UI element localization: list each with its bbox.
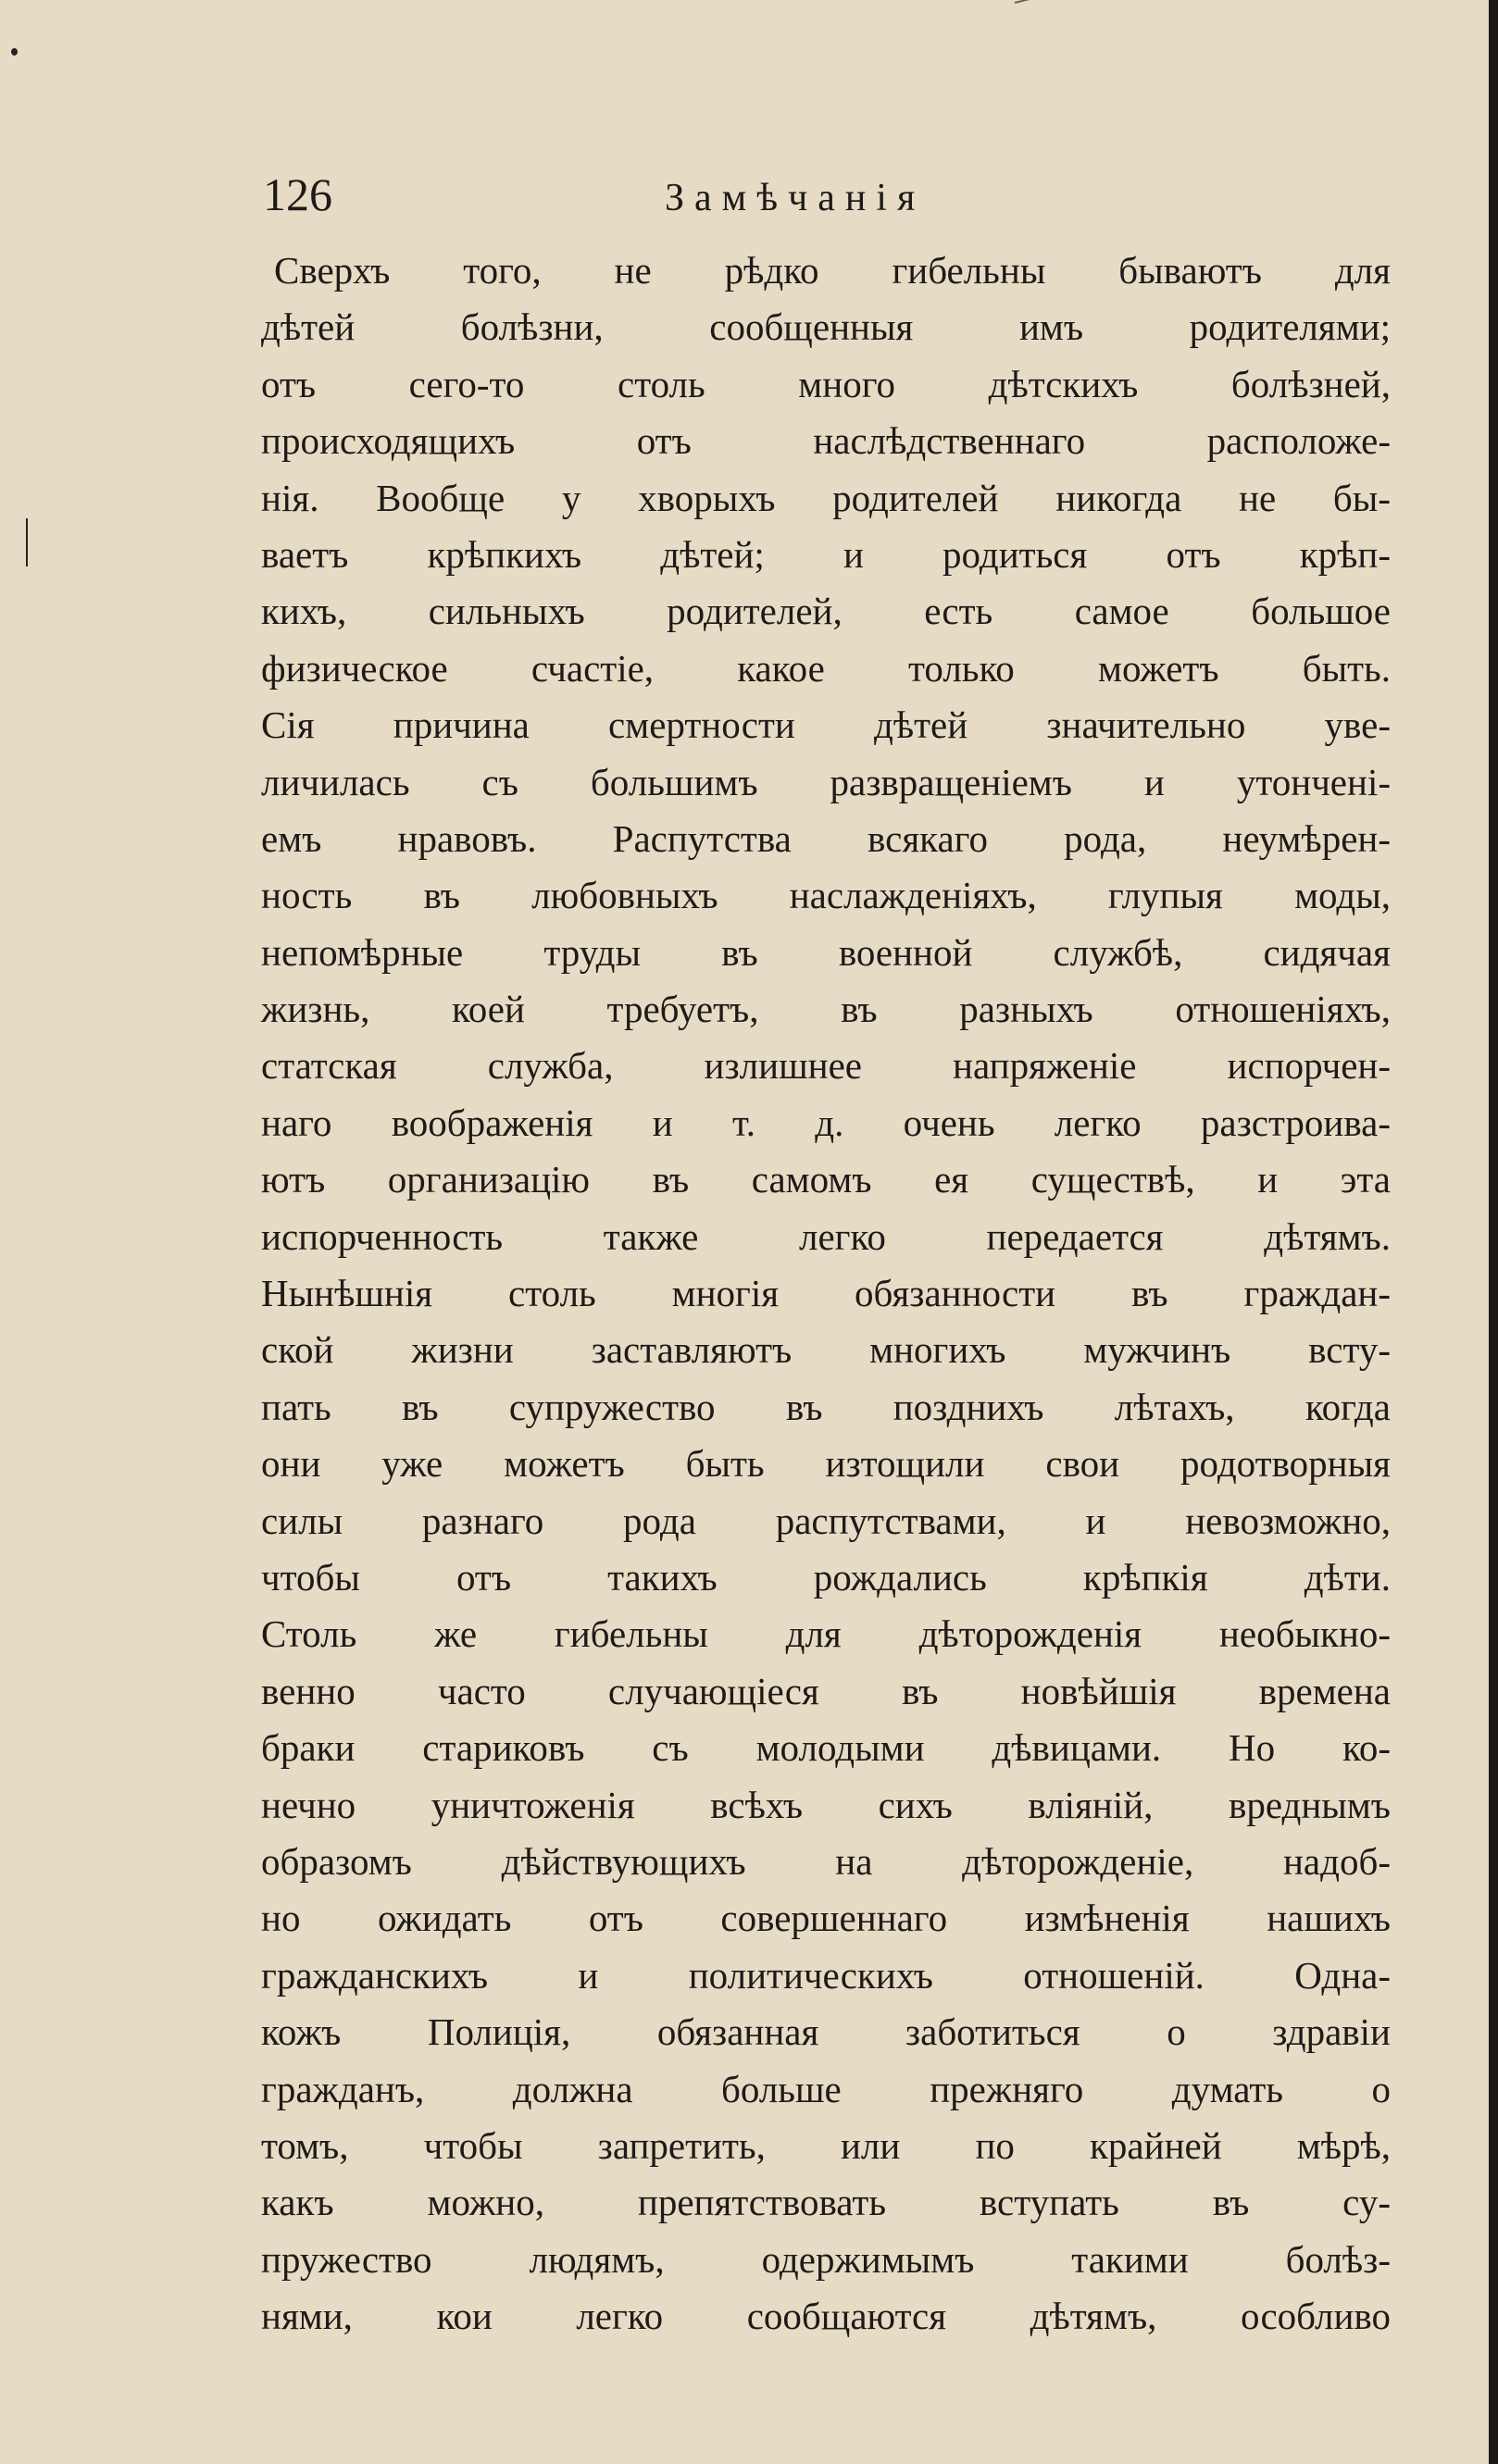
page-number: 126 [263, 168, 332, 220]
text-line: образомъ дѣйствующихъ на дѣторожденіе, надоб- [261, 1839, 1391, 1883]
text-line: нями, кои легко сообщаются дѣтямъ, особливо [261, 2295, 1391, 2338]
text-line: гражданскихъ и политическихъ отношеній. Одна- [261, 1953, 1391, 1997]
text-line: наго воображенія и т. д. очень легко разстроива- [261, 1101, 1391, 1144]
text-line: жизнь, коей требуетъ, въ разныхъ отношеніяхъ, [261, 988, 1391, 1031]
pencil-stroke [1015, 0, 1092, 4]
text-line: но ожидать отъ совершеннаго измѣненія нашихъ [261, 1897, 1391, 1940]
text-line: венно часто случающіеся въ новѣйшія времена [261, 1669, 1391, 1712]
text-line: личилась съ большимъ развращеніемъ и утонченi- [261, 760, 1391, 803]
text-line: томъ, чтобы запретить, или по крайней мѣрѣ, [261, 2123, 1391, 2167]
text-line: физическое счастіе, какое только можетъ быть. [261, 646, 1391, 690]
text-line: нія. Вообще у хворыхъ родителей никогда не бы- [261, 476, 1391, 519]
text-line: ской жизни заставляютъ многихъ мужчинъ всту- [261, 1328, 1391, 1372]
text-line: Столь же гибельны для дѣторожденія необыкно- [261, 1612, 1391, 1656]
running-head [263, 167, 1318, 222]
text-line: пать въ супружество въ позднихъ лѣтахъ, когда [261, 1385, 1391, 1428]
running-title: Замѣчанія [665, 177, 926, 219]
text-line: испорченность также легко передается дѣтямъ. [261, 1214, 1391, 1258]
text-line: кожъ Полиція, обязанная заботиться о здравіи [261, 2010, 1391, 2054]
text-line: пружество людямъ, одержимымъ такими болѣз- [261, 2237, 1391, 2281]
text-line: силы разнаго рода распутствами, и невозможно, [261, 1499, 1391, 1542]
text-line: статская служба, излишнее напряженіе испорчен- [261, 1044, 1391, 1088]
text-line: они уже можетъ быть изтощили свои родотворныя [261, 1442, 1391, 1486]
text-line: ютъ организацію въ самомъ ея существѣ, и эта [261, 1158, 1391, 1201]
margin-mark [26, 518, 28, 566]
text-line: чтобы отъ такихъ рождались крѣпкія дѣти. [261, 1555, 1391, 1599]
text-line: Сверхъ того, не рѣдко гибельны бываютъ для [274, 249, 1391, 292]
text-line: непомѣрные труды въ военной службѣ, сидячая [261, 930, 1391, 974]
text-line: ность въ любовныхъ наслажденіяхъ, глупыя моды, [261, 874, 1391, 917]
text-line: ваетъ крѣпкихъ дѣтей; и родиться отъ крѣп- [261, 532, 1391, 576]
text-line: дѣтей болѣзни, сообщенныя имъ родителями; [261, 305, 1391, 349]
text-line: гражданъ, должна больше прежняго думать о [261, 2067, 1391, 2110]
text-line: происходящихъ отъ наслѣдственнаго расположе- [261, 419, 1391, 463]
text-line: браки стариковъ съ молодыми дѣвицами. Но ко- [261, 1726, 1391, 1770]
text-line: Нынѣшнія столь многія обязанности въ граждан- [261, 1272, 1391, 1315]
scan-edge [1489, 0, 1498, 2464]
text-line: отъ сего-то столь много дѣтскихъ болѣзней, [261, 362, 1391, 405]
ink-blot [11, 48, 18, 56]
text-line: какъ можно, препятствовать вступать въ су- [261, 2181, 1391, 2224]
text-line: нечно уничтоженія всѣхъ сихъ вліяній, вреднымъ [261, 1783, 1391, 1826]
text-line: Сія причина смертности дѣтей значительно уве- [261, 703, 1391, 747]
body-text [261, 243, 1391, 2345]
text-line: кихъ, сильныхъ родителей, есть самое большое [261, 590, 1391, 633]
text-line: емъ нравовъ. Распутства всякаго рода, неумѣрен- [261, 816, 1391, 860]
